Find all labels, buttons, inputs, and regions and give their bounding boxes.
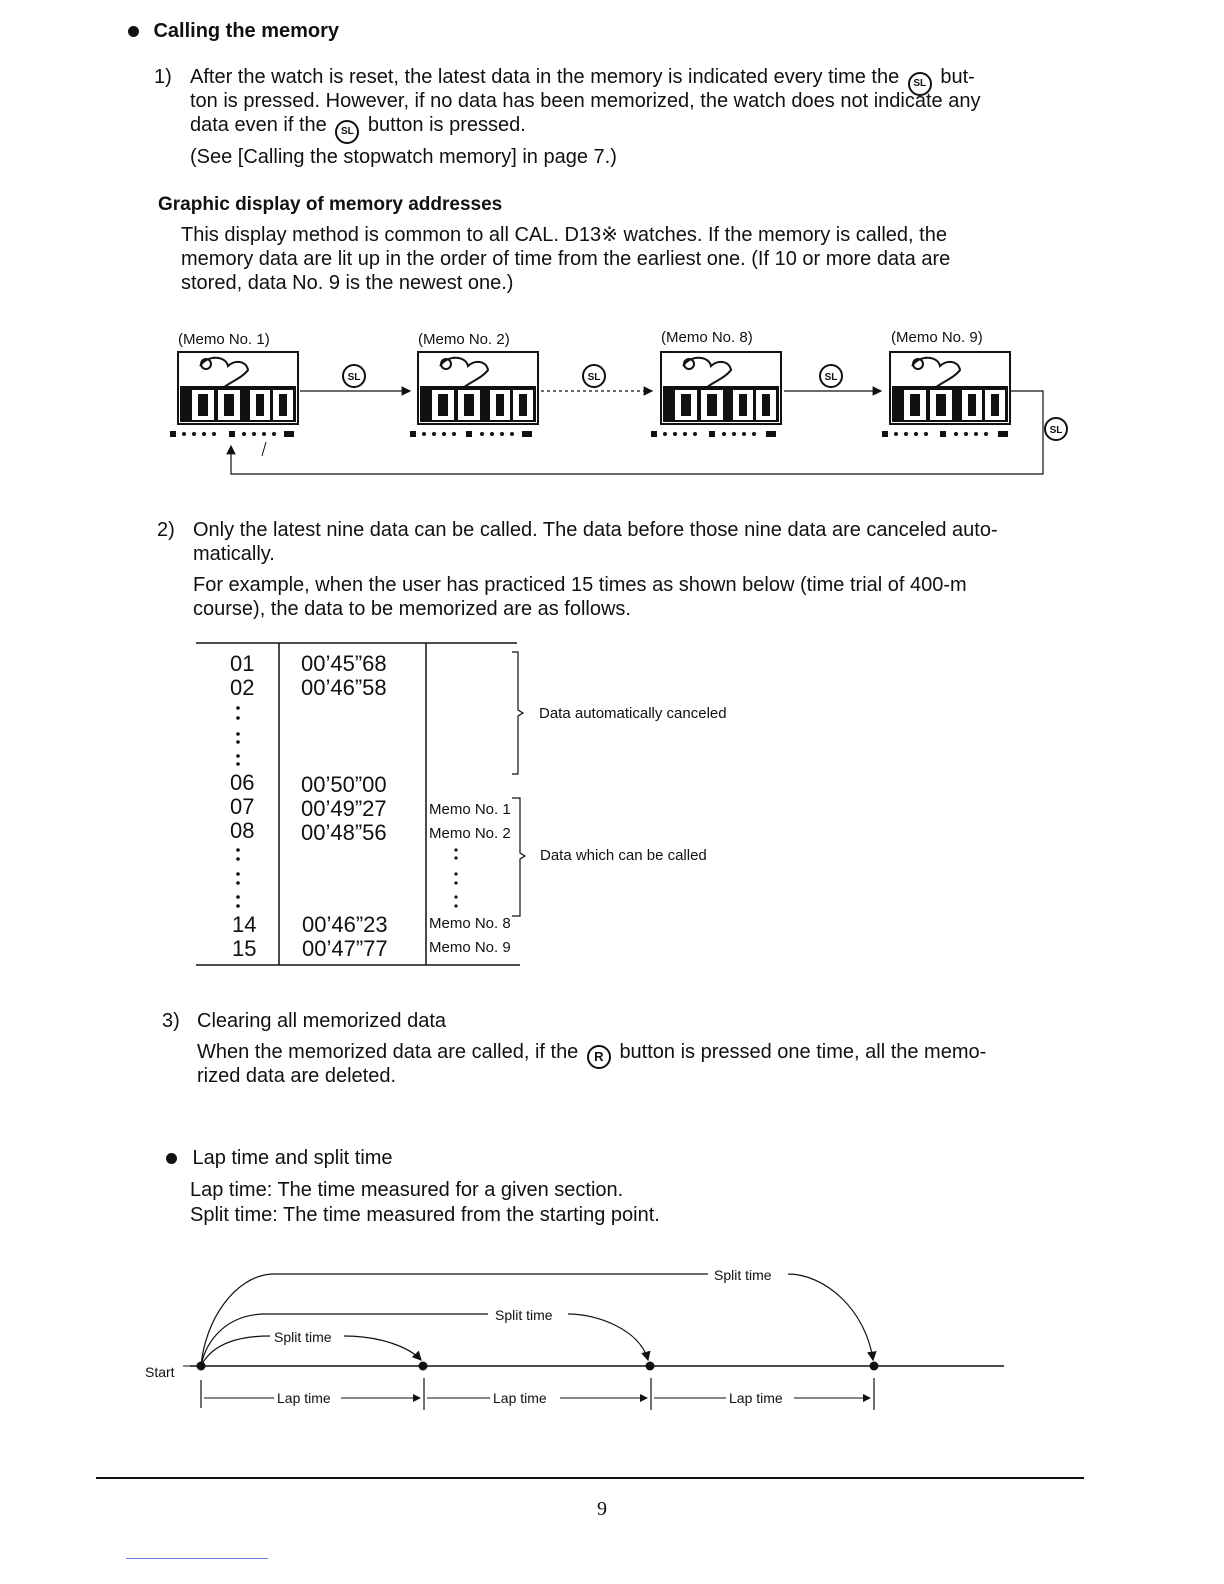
table-row-time: 00’45”68 [301, 651, 387, 676]
graphic-para-line3: stored, data No. 9 is the newest one.) [181, 272, 514, 294]
table-row-memo: Memo No. 2 [429, 825, 511, 842]
sl-button-icon [820, 365, 842, 387]
item2-line3: For example, when the user has practiced 15 times as shown below (time trial of 400-m [193, 574, 967, 596]
table-row-no: 01 [230, 651, 255, 676]
table-row-memo: Memo No. 8 [429, 915, 511, 932]
dot-row-8 [651, 431, 776, 437]
see-reference: (See [Calling the stopwatch memory] in page 7.) [190, 146, 617, 168]
table-row-time: 00’46”58 [301, 675, 387, 700]
watch-display-8 [661, 352, 781, 424]
item-number: 2) [157, 519, 175, 541]
item3-line1: When the memorized data are called, if the R button is pressed one time, all the memo- [197, 1040, 1057, 1069]
table-row-memo: Memo No. 1 [429, 801, 511, 818]
item1-line1: After the watch is reset, the latest data in the memory is indicated every time the SL but- [190, 65, 1040, 96]
table-row-time: 00’47”77 [302, 936, 388, 961]
table-row-time: 00’48”56 [301, 820, 387, 845]
graphic-para-line1: This display method is common to all CAL. D13※ watches. If the memory is called, the [181, 224, 947, 246]
table-row-no: 06 [230, 770, 255, 795]
memo-label-2: (Memo No. 2) [418, 331, 510, 348]
watch-display-2 [418, 352, 538, 424]
sl-button-icon [1045, 418, 1067, 440]
svg-text:SL: SL [824, 372, 838, 383]
table-row-time: 00’49”27 [301, 796, 387, 821]
sl-button-icon: SL [335, 120, 359, 144]
memo-label-8: (Memo No. 8) [661, 329, 753, 346]
bullet-icon [166, 1153, 177, 1164]
lap-time-label-2: Lap time [493, 1390, 547, 1406]
table-row-no: 02 [230, 675, 255, 700]
start-label: Start [145, 1364, 175, 1380]
lap-time-definition: Lap time: The time measured for a given section. [190, 1179, 624, 1201]
item2-line2: matically. [193, 543, 275, 565]
graphic-para-line2: memory data are lit up in the order of time from the earliest one. (If 10 or more data are [181, 248, 951, 270]
table-row-memo: Memo No. 9 [429, 939, 511, 956]
table-row-no: 07 [230, 794, 255, 819]
item-number: 3) [162, 1010, 180, 1032]
svg-text:SL: SL [347, 372, 361, 383]
bullet-icon [128, 26, 139, 37]
table-row-no: 08 [230, 818, 255, 843]
section-heading-calling-memory: Calling the memory [128, 19, 339, 43]
item1-line3: data even if the SL button is pressed. [190, 113, 526, 144]
dot-row-1 [170, 431, 294, 437]
page-edge-line [126, 1558, 268, 1559]
memo-label-9: (Memo No. 9) [891, 329, 983, 346]
table-row-no: 15 [232, 936, 257, 961]
split-time-definition: Split time: The time measured from the starting point. [190, 1204, 660, 1226]
watch-display-9 [890, 352, 1010, 424]
lap-time-label-1: Lap time [277, 1390, 331, 1406]
item3-line2: rized data are deleted. [197, 1065, 397, 1087]
item3-title: Clearing all memorized data [197, 1010, 447, 1032]
graphic-heading: Graphic display of memory addresses [158, 194, 503, 215]
watch-display-1 [178, 352, 298, 424]
table-row-time: 00’50”00 [301, 772, 387, 797]
item2-line1: Only the latest nine data can be called. The data before those nine data are canceled auto- [193, 519, 998, 541]
item-number: 1) [154, 66, 172, 88]
dot-row-2 [410, 431, 532, 437]
item1-line2: ton is pressed. However, if no data has been memorized, the watch does not indicate any [190, 90, 981, 112]
table-row-no: 14 [232, 912, 257, 937]
dot-row-9 [882, 431, 1008, 437]
svg-text:SL: SL [587, 372, 601, 383]
lap-split-diagram [130, 1255, 1020, 1425]
page-number: 9 [597, 1498, 607, 1520]
split-time-label-1: Split time [274, 1329, 332, 1345]
svg-text:SL: SL [1049, 425, 1063, 436]
callable-label: Data which can be called [540, 847, 707, 864]
item2-line4: course), the data to be memorized are as follows. [193, 598, 631, 620]
reset-button-icon: R [587, 1045, 611, 1069]
table-row-time: 00’46”23 [302, 912, 388, 937]
canceled-label: Data automatically canceled [539, 705, 727, 722]
lap-time-label-3: Lap time [729, 1390, 783, 1406]
sl-button-icon [343, 365, 365, 387]
lap-split-heading: Lap time and split time [166, 1146, 393, 1170]
split-time-label-2: Split time [495, 1307, 553, 1323]
memo-label-1: (Memo No. 1) [178, 331, 270, 348]
footer-divider [96, 1477, 1084, 1479]
split-time-label-3: Split time [714, 1267, 772, 1283]
sl-button-icon [583, 365, 605, 387]
sl-button-icon: SL [908, 72, 932, 96]
memory-address-diagram [0, 345, 1224, 485]
